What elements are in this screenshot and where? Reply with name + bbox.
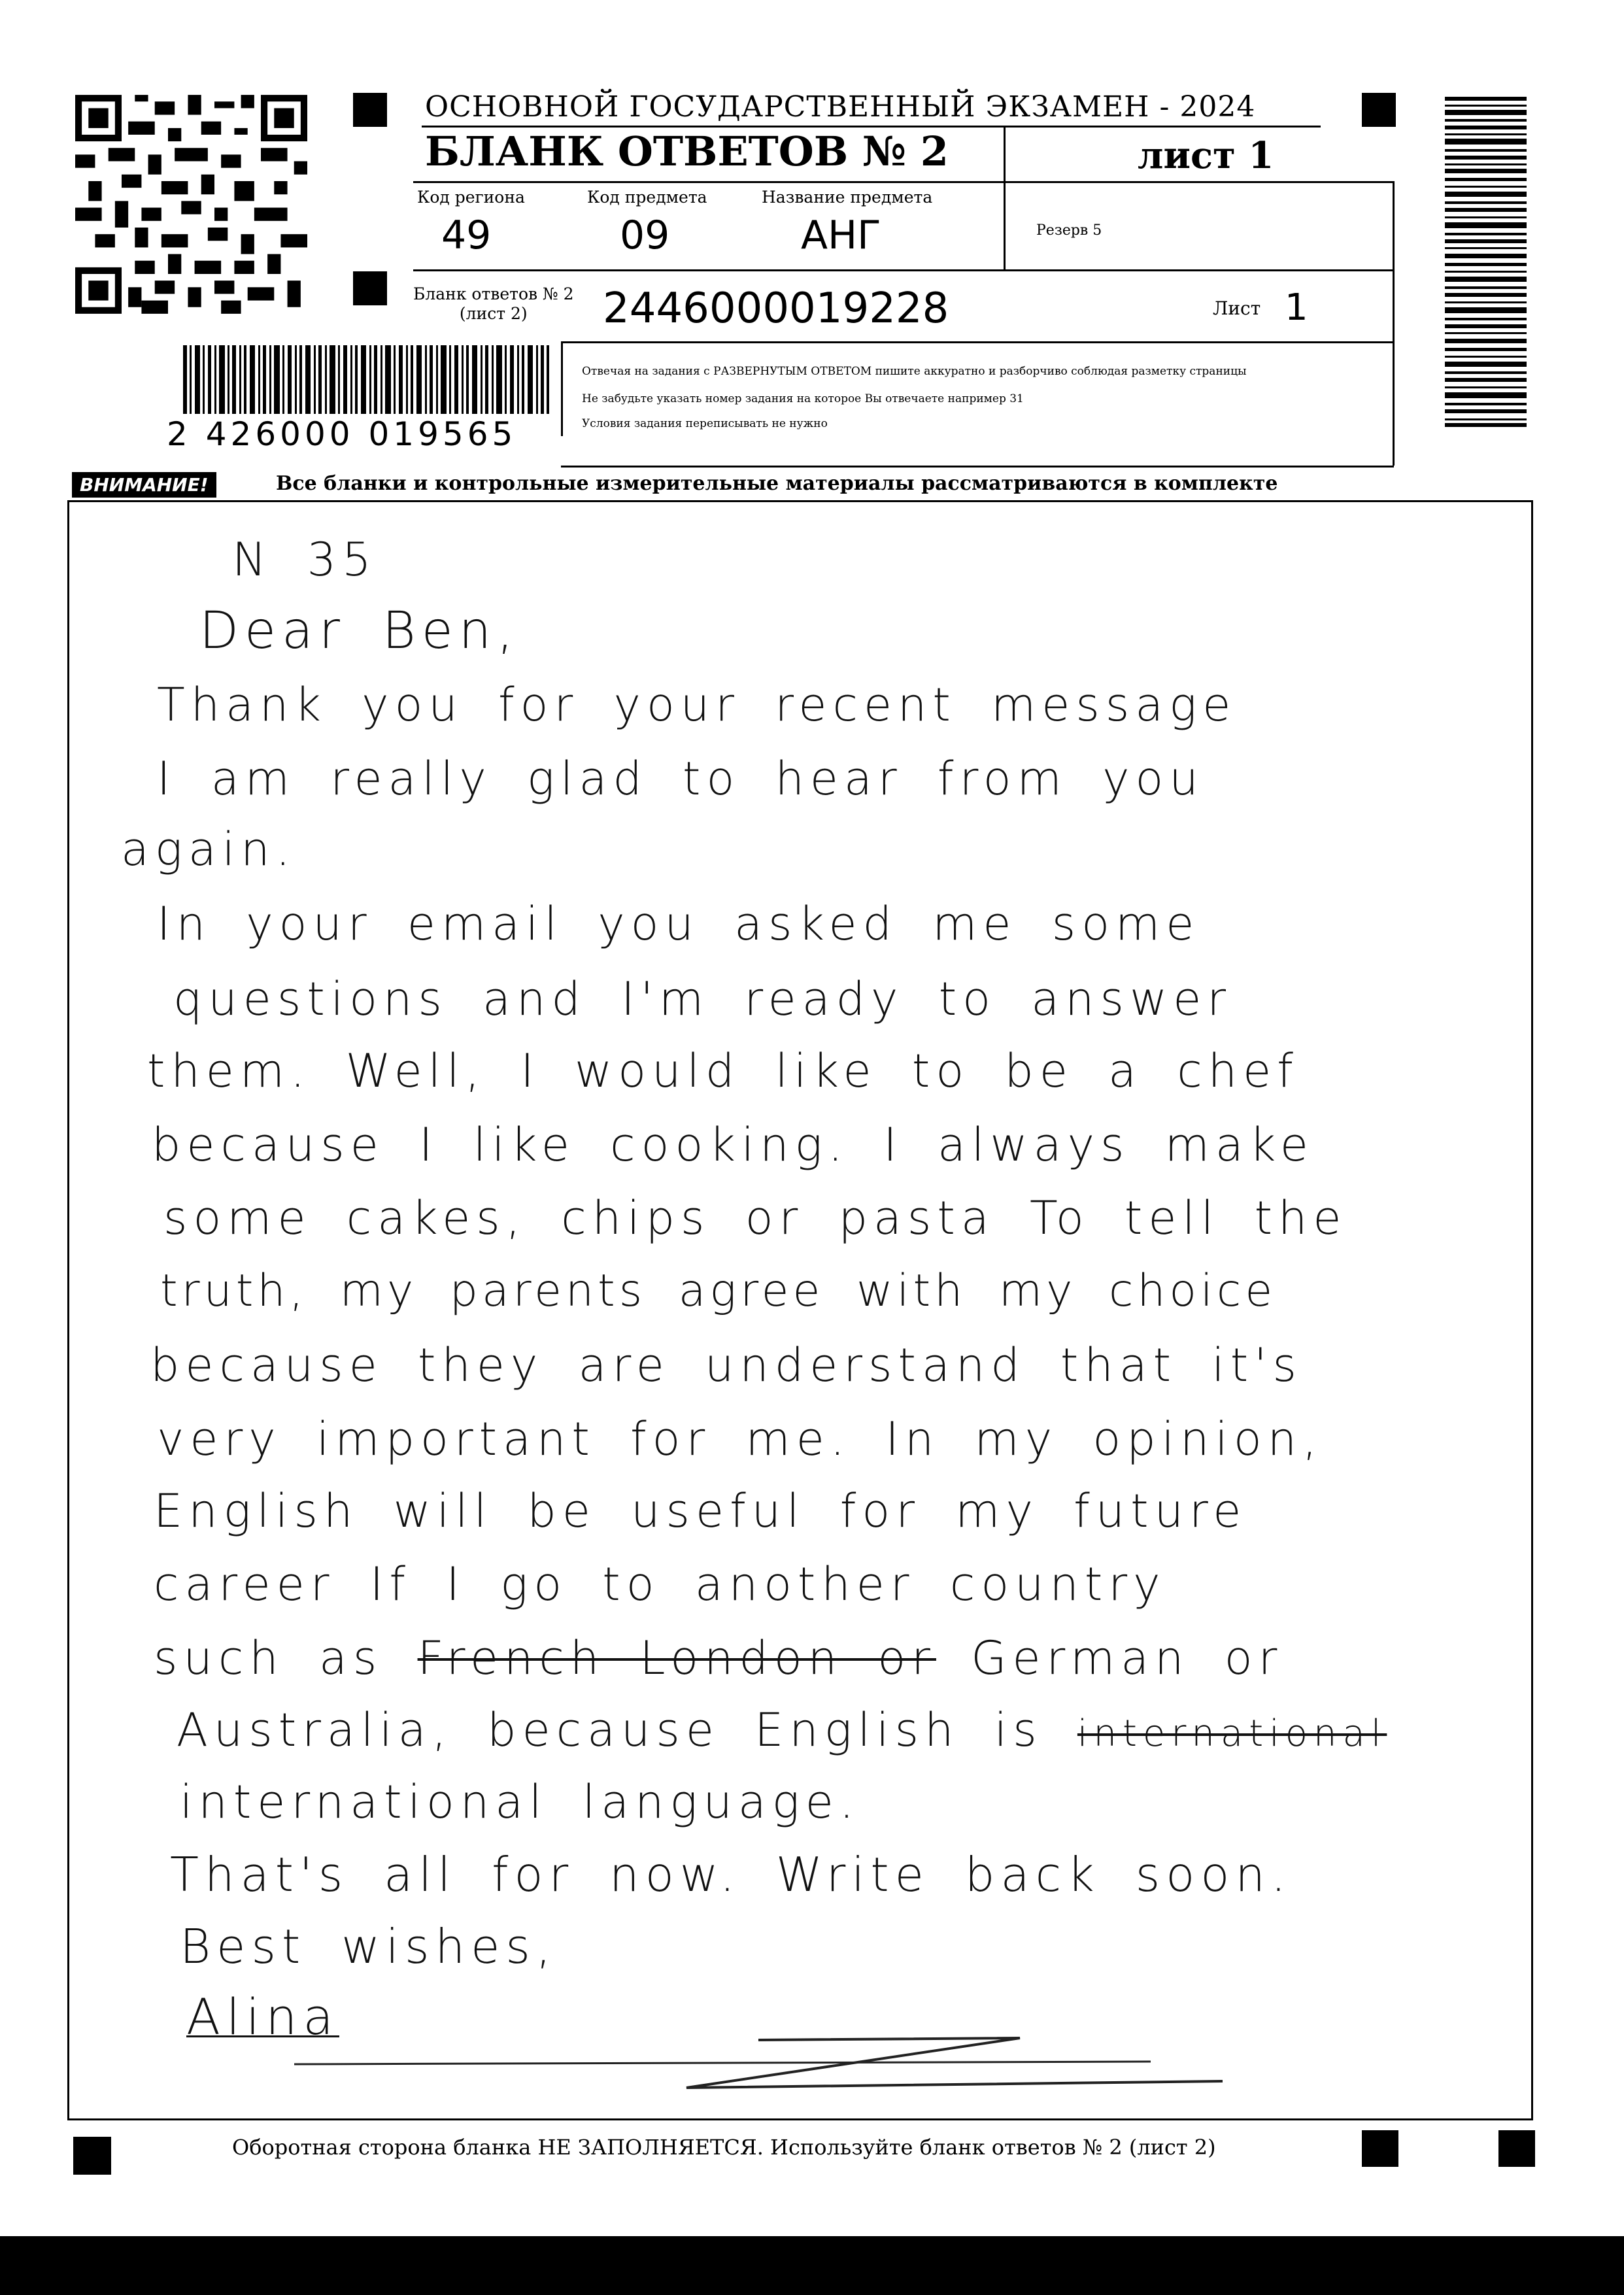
- blank-label-line1: Бланк ответов № 2: [413, 284, 574, 303]
- sheet-title: БЛАНК ОТВЕТОВ № 2: [425, 128, 949, 175]
- qr-code: [75, 95, 307, 314]
- handwritten-line: international language.: [180, 1775, 860, 1829]
- signature-name: Alina: [186, 1988, 339, 2046]
- subject-code-value: 09: [620, 212, 670, 258]
- handwritten-line: In your email you asked me some: [157, 897, 1200, 951]
- registration-mark: [1362, 93, 1396, 127]
- header-rule: [413, 269, 1394, 271]
- subject-name-value: АНГ: [801, 212, 881, 258]
- registration-mark: [1498, 2130, 1535, 2167]
- reserve-label: Резерв 5: [1036, 222, 1102, 239]
- handwritten-line: because they are understand that it's: [150, 1338, 1302, 1392]
- handwritten-line: That's all for now. Write back soon.: [170, 1847, 1292, 1902]
- struck-out-text: French London or: [417, 1631, 936, 1685]
- barcode: [183, 345, 549, 414]
- handwritten-line: [177, 1703, 1387, 1757]
- struck-out-text: international: [1077, 1712, 1387, 1755]
- text-segment: such as: [154, 1631, 418, 1685]
- registration-mark: [73, 2137, 111, 2175]
- instruction-line: Не забудьте указать номер задания на которое Вы отвечаете например 31: [582, 392, 1024, 405]
- blank-label: [413, 284, 574, 324]
- handwritten-line: [154, 1631, 1283, 1685]
- list-value: 1: [1285, 286, 1308, 329]
- handwritten-line: questions and I'm ready to answer: [173, 972, 1232, 1026]
- handwritten-line: Best wishes,: [180, 1919, 557, 1974]
- header-divider: [1393, 181, 1395, 466]
- header-divider: [561, 341, 563, 436]
- handwritten-line: them. Well, I would like to be a chef: [147, 1044, 1299, 1098]
- handwritten-line: English will be useful for my future: [154, 1484, 1247, 1538]
- handwritten-line: again.: [121, 823, 296, 876]
- footer-text: Оборотная сторона бланка НЕ ЗАПОЛНЯЕТСЯ. Используйте бланк ответов № 2 (лист 2): [232, 2135, 1216, 2160]
- warning-badge: ВНИМАНИЕ!: [72, 472, 216, 498]
- region-value: 49: [441, 212, 492, 258]
- list-label: Лист: [1213, 298, 1261, 319]
- warning-text: Все бланки и контрольные измерительные материалы рассматриваются в комплекте: [276, 472, 1278, 495]
- text-segment: German or: [936, 1631, 1283, 1685]
- handwritten-line: very important for me. In my opinion,: [157, 1412, 1323, 1466]
- instruction-line: Отвечая на задания с РАЗВЕРНУТЫМ ОТВЕТОМ пишите аккуратно и разборчиво соблюдая разметку страницы: [582, 365, 1247, 378]
- side-barcode: [1445, 97, 1527, 427]
- region-label: Код региона: [417, 188, 525, 207]
- header-rule: [561, 341, 1394, 343]
- text-segment: Australia, because English is: [177, 1703, 1077, 1757]
- header-rule: [413, 181, 1394, 183]
- registration-mark: [353, 271, 387, 305]
- registration-mark: [353, 93, 387, 127]
- task-number: N 35: [232, 533, 377, 586]
- header-divider: [1004, 128, 1006, 269]
- barcode-number: 2 426000 019565: [167, 415, 517, 453]
- sheet-list-title: лист 1: [1138, 134, 1274, 177]
- handwritten-line: I am really glad to hear from you: [157, 752, 1204, 806]
- scan-edge-bar: [0, 2236, 1624, 2295]
- end-of-answer-mark: [288, 2024, 1255, 2102]
- header-rule: [561, 466, 1394, 468]
- subject-code-label: Код предмета: [587, 188, 707, 207]
- subject-name-label: Название предмета: [762, 188, 933, 207]
- handwritten-line: because I like cooking. I always make: [152, 1118, 1314, 1172]
- handwritten-line: career If I go to another country: [154, 1557, 1166, 1611]
- instruction-line: Условия задания переписывать не нужно: [582, 417, 828, 430]
- handwritten-line: truth, my parents agree with my choice: [160, 1265, 1277, 1317]
- handwritten-line: some cakes, chips or pasta To tell the: [163, 1191, 1347, 1245]
- handwritten-line: Thank you for your recent message: [157, 678, 1237, 732]
- registration-mark: [1362, 2130, 1398, 2167]
- handwritten-line: Dear Ben,: [199, 602, 520, 660]
- blank-number: 2446000019228: [603, 284, 949, 333]
- blank-label-line2: (лист 2): [459, 304, 528, 323]
- exam-title: ОСНОВНОЙ ГОСУДАРСТВЕННЫЙ ЭКЗАМЕН - 2024: [425, 90, 1256, 124]
